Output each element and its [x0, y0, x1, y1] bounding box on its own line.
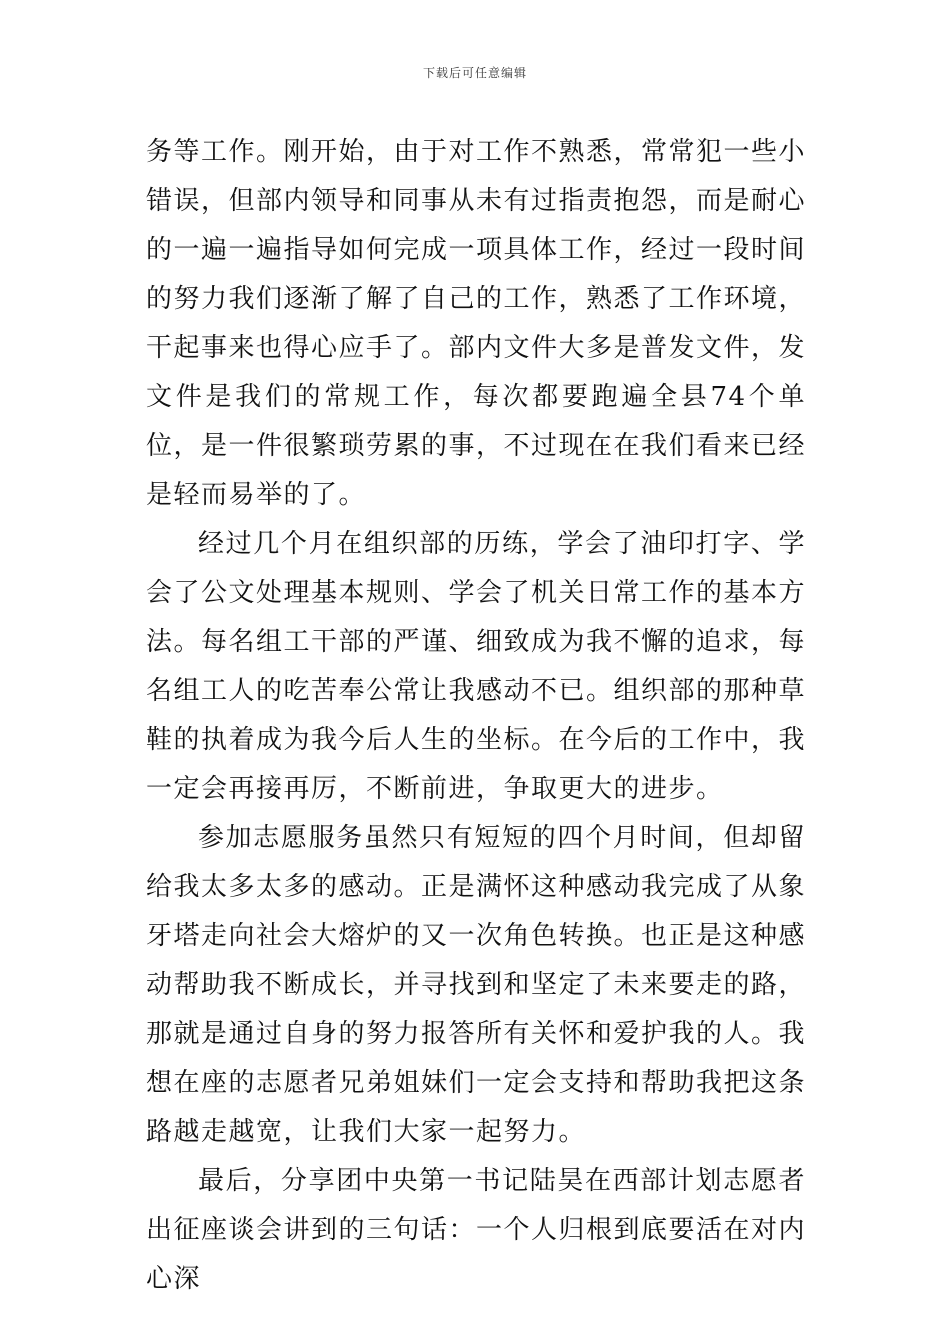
document-body — [146, 128, 806, 1304]
paragraph-organization-experience: 经过几个月在组织部的历练，学会了油印打字、学会了公文处理基本规则、学会了机关日常工作的基本方法。每名组工干部的严谨、细致成为我不懈的追求，每名组工人的吃苦奉公常让我感动不已。组织部的那种草鞋的执着成为我今后人生的坐标。在今后的工作中，我一定会再接再厉，不断前进，争取更大的进步。 — [146, 529, 807, 804]
paragraph-volunteer-reflection: 参加志愿服务虽然只有短短的四个月时间，但却留给我太多太多的感动。正是满怀这种感动我完成了从象牙塔走向社会大熔炉的又一次角色转换。也正是这种感动帮助我不断成长，并寻找到和坚定了未来要走的路，那就是通过自身的努力报答所有关怀和爱护我的人。我想在座的志愿者兄弟姐妹们一定会支持和帮助我把这条路越走越宽，让我们大家一起努力。 — [146, 823, 807, 1147]
page-header: 下载后可任意编辑 — [422, 66, 527, 80]
paragraph-closing-quote: 最后，分享团中央第一书记陆昊在西部计划志愿者出征座谈会讲到的三句话：一个人归根到底要活在对内心深 — [146, 1166, 807, 1294]
paragraph-continuation: 务等工作。刚开始，由于对工作不熟悉，常常犯一些小错误，但部内领导和同事从未有过指责抱怨，而是耐心的一遍一遍指导如何完成一项具体工作，经过一段时间的努力我们逐渐了解了自己的工作，熟悉了工作环境，干起事来也得心应手了。部内文件大多是普发文件，发文件是我们的常规工作，每次都要跑遍全县74个单位，是一件很繁琐劳累的事，不过现在在我们看来已经是轻而易举的了。 — [146, 137, 807, 510]
